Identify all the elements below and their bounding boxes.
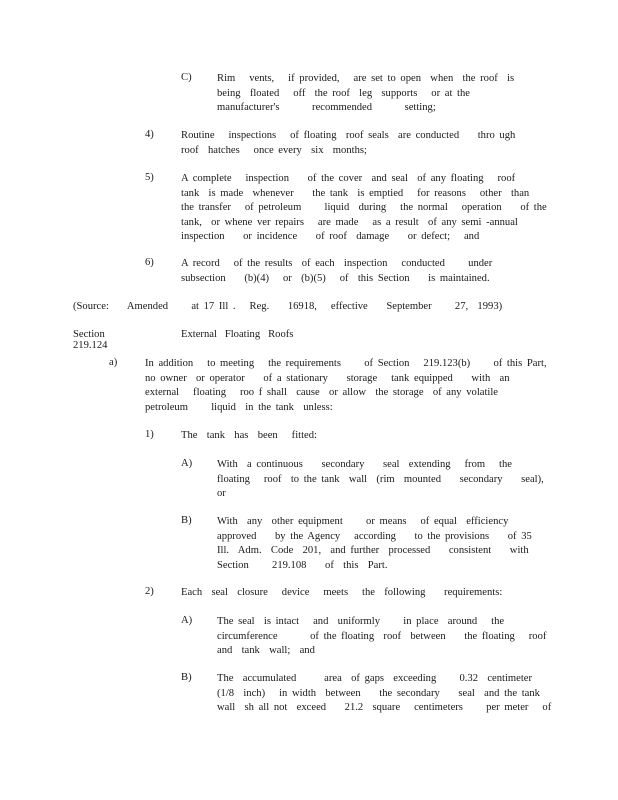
text-line: circumference of the floating roof between the floating roof xyxy=(217,630,547,642)
text-line: The tank has been fitted: xyxy=(181,430,317,441)
text-line: tank is made whenever the tank is emptied for reasons other than xyxy=(181,187,530,199)
item-label: 1) xyxy=(145,429,154,440)
item-label: 2) xyxy=(145,586,154,597)
text-line: approved by the Agency according to the provisions of 35 xyxy=(217,530,532,542)
text-line: floating roof to the tank wall (rim mounted secondary seal), xyxy=(217,473,544,485)
section-title: External Floating Roofs xyxy=(181,329,294,340)
text-line: external floating roo f shall cause or allow the storage of any volatile xyxy=(145,387,499,398)
text-line: (1/8 inch) in width between the secondary seal and the tank xyxy=(217,687,540,699)
text-line: Routine inspections of floating roof seals are conducted thro ugh xyxy=(181,130,516,141)
text-line: manufacturer's recommended setting; xyxy=(217,102,436,113)
text-line: The accumulated area of gaps exceeding 0.32 centimeter xyxy=(217,673,533,684)
item-label: B) xyxy=(181,515,192,526)
text-line: being floated off the roof leg supports or at the xyxy=(217,87,470,99)
item-label: B) xyxy=(181,672,192,683)
text-line: no owner or operator of a stationary storage tank equipped with an xyxy=(145,372,510,384)
text-line: In addition to meeting the requirements of Section 219.123(b) of this Part, xyxy=(145,358,547,369)
text-line: Rim vents, if provided, are set to open when the roof is xyxy=(217,73,515,84)
item-label: A) xyxy=(181,458,193,469)
item-label: C) xyxy=(181,72,192,83)
text-line: tank, or whene ver repairs are made as a result of any semi -annual xyxy=(181,216,518,228)
text-line: A complete inspection of the cover and seal of any floating roof xyxy=(181,173,516,184)
text-line: With a continuous secondary seal extending from the xyxy=(217,459,512,470)
item-label: 4) xyxy=(145,129,154,140)
text-line: petroleum liquid in the tank unless: xyxy=(145,401,333,413)
source-note: (Source: Amended at 17 Ill . Reg. 16918, effective September 27, 1993) xyxy=(73,301,503,312)
item-label: 5) xyxy=(145,172,154,183)
text-line: and tank wall; and xyxy=(217,645,315,656)
text-line: subsection (b)(4) or (b)(5) of this Section is maintained. xyxy=(181,272,490,284)
text-line: Ill. Adm. Code 201, and further processed consistent with xyxy=(217,545,529,556)
text-line: inspection or incidence of roof damage or defect; and xyxy=(181,231,480,242)
text-line: Each seal closure device meets the following requirements: xyxy=(181,587,503,598)
text-line: wall sh all not exceed 21.2 square centimeters per meter of xyxy=(217,702,552,713)
text-line: the transfer of petroleum liquid during the normal operation of the xyxy=(181,202,547,213)
item-label: 6) xyxy=(145,257,154,268)
text-line: or xyxy=(217,488,226,499)
item-label: A) xyxy=(181,615,193,626)
text-line: roof hatches once every six months; xyxy=(181,144,367,156)
text-line: A record of the results of each inspection conducted under xyxy=(181,258,493,269)
text-line: The seal is intact and uniformly in place around the xyxy=(217,616,505,627)
section-number: Section 219.124 xyxy=(73,329,108,351)
text-line: Section 219.108 of this Part. xyxy=(217,559,388,571)
item-label: a) xyxy=(109,357,118,368)
text-line: With any other equipment or means of equal efficiency xyxy=(217,516,509,527)
